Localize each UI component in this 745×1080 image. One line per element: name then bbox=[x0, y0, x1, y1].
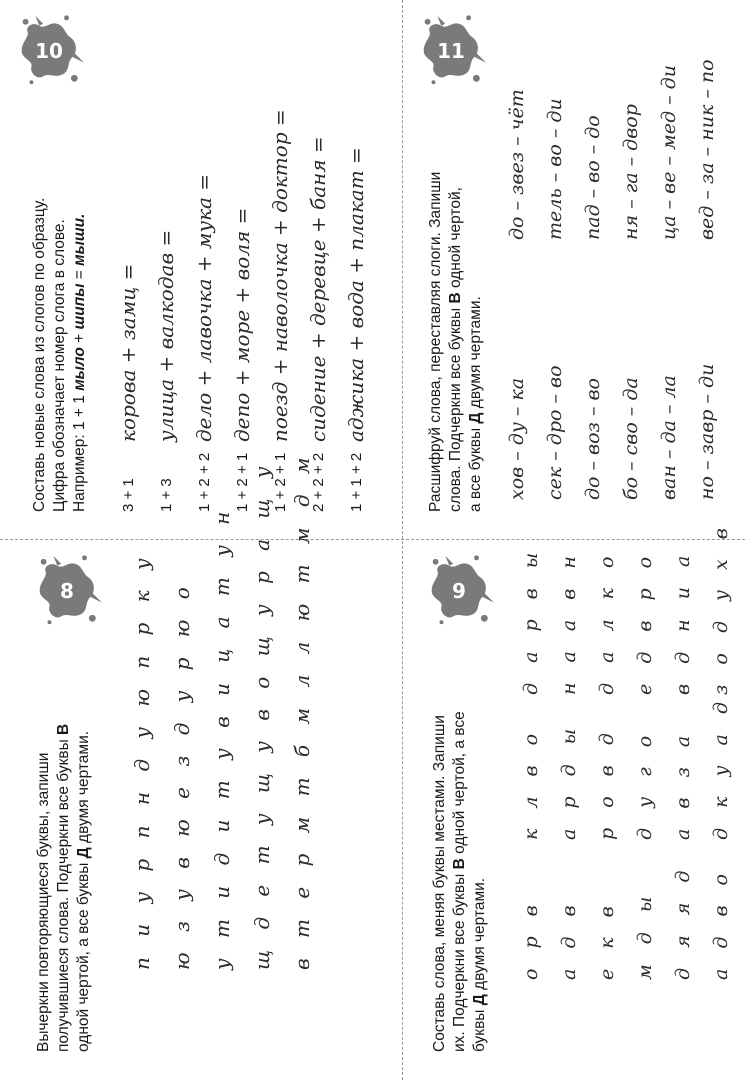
word-equation: аджика + вода + плакат = bbox=[344, 147, 368, 442]
example-word: мыло bbox=[71, 347, 88, 391]
scrambled-word: о р в bbox=[520, 898, 542, 980]
instruction-line: Расшифруй слова, переставляя слоги. Запиши bbox=[427, 171, 444, 512]
scrambled-word: н а а в н bbox=[558, 549, 580, 695]
scrambled-word: а р д ы bbox=[558, 721, 580, 840]
scrambled-word: м д ы bbox=[634, 889, 656, 980]
plus-sign: + bbox=[71, 329, 88, 348]
task-11-card bbox=[402, 0, 745, 540]
task-9-scrambled-words bbox=[402, 521, 745, 1080]
scrambled-word: д я я д bbox=[672, 863, 694, 980]
syllable-code: 3 + 1 bbox=[120, 478, 137, 512]
letter-row: п и у р п н д у ю п р к у bbox=[130, 551, 154, 970]
instruction-line: двумя чертами. bbox=[467, 296, 484, 413]
syllable-code: 1 + 1 + 2 bbox=[348, 452, 365, 512]
instruction-line: Например: 1 + 1 bbox=[71, 390, 88, 512]
syllable-puzzle: сек – дро – во bbox=[544, 365, 566, 500]
instruction-line: их. Подчеркни все буквы bbox=[451, 869, 468, 1052]
scrambled-word: в д н и а bbox=[672, 548, 694, 695]
instruction-line: буквы bbox=[471, 1005, 488, 1052]
letter-d: Д bbox=[467, 412, 484, 424]
instruction-line: одной чертой, а все буквы bbox=[75, 858, 92, 1052]
example-answer: мыши. bbox=[71, 213, 88, 266]
syllable-puzzle: пад – во – до bbox=[582, 115, 604, 240]
instruction-line: Цифра обозначает номер слога в слове. bbox=[51, 219, 68, 512]
scrambled-word: е д в р о bbox=[634, 549, 656, 695]
syllable-code: 1 + 2 + 1 bbox=[234, 452, 251, 512]
syllable-puzzle: ца – ве – мед – ди bbox=[658, 65, 680, 240]
scrambled-word: а д в bbox=[558, 898, 580, 980]
task-number: 10 bbox=[35, 39, 63, 63]
letter-d: Д bbox=[75, 847, 92, 859]
scrambled-word: а в з а bbox=[672, 728, 694, 840]
word-equation: улица + валкодав = bbox=[154, 229, 178, 442]
instruction-line: а все буквы bbox=[467, 423, 484, 512]
equals-sign: = bbox=[71, 265, 88, 284]
task-10-items bbox=[0, 0, 402, 540]
instruction-line: двумя чертами. bbox=[75, 730, 92, 848]
syllable-code: 1 + 3 bbox=[158, 478, 175, 512]
letter-row: у т и д и т у в и ц а т у н bbox=[210, 504, 234, 970]
letter-row: ю з у в ю е з д у р ю о bbox=[170, 580, 194, 970]
syllable-code: 2 + 2 + 2 bbox=[310, 452, 327, 512]
task-9-card bbox=[402, 521, 745, 1080]
task-number: 11 bbox=[437, 39, 465, 63]
scrambled-word: р о в д bbox=[596, 726, 618, 840]
word-equation: дело + лавочка + мука = bbox=[192, 173, 216, 442]
syllable-puzzle: бо – сво – да bbox=[620, 377, 642, 500]
scrambled-word: к л в о bbox=[520, 726, 542, 840]
scrambled-word: е к в bbox=[596, 899, 618, 980]
instruction-line: Составь слова, меняя буквы местами. Запиши bbox=[431, 715, 448, 1052]
task-number: 9 bbox=[452, 579, 466, 603]
letter-v: В bbox=[55, 723, 72, 735]
letter-v: В bbox=[451, 858, 468, 870]
word-equation: депо + море + воля = bbox=[230, 207, 254, 442]
word-equation: корова + замц = bbox=[116, 263, 140, 442]
example-word: шипы bbox=[71, 283, 88, 330]
scrambled-word: а д в о bbox=[710, 867, 732, 980]
syllable-code: 1 + 2 + 2 bbox=[196, 452, 213, 512]
syllable-puzzle: хов – ду – ка bbox=[506, 377, 528, 500]
instruction-line: Составь новые слова из слогов по образцу. bbox=[31, 197, 48, 512]
task-10-card bbox=[0, 0, 402, 540]
instruction-line: Вычеркни повторяющиеся буквы, запиши bbox=[35, 752, 52, 1052]
scrambled-word: з о д у х в bbox=[710, 521, 732, 695]
task-number: 8 bbox=[60, 579, 74, 603]
word-equation: сидение + деревце + баня = bbox=[306, 136, 330, 442]
scrambled-word: д а р в ы bbox=[520, 545, 542, 695]
syllable-puzzle: до – звез – чёт bbox=[506, 89, 528, 240]
syllable-puzzle: ня – га – двор bbox=[620, 104, 642, 240]
instruction-line: одной чертой, а все bbox=[451, 711, 468, 859]
task-11-syllable-puzzles bbox=[402, 0, 745, 540]
instruction-line: одной чертой, bbox=[447, 187, 464, 293]
syllable-puzzle: вед – за – ник – по bbox=[696, 59, 718, 240]
syllable-puzzle: до – воз – во bbox=[582, 378, 604, 500]
instruction-line: слова. Подчеркни все буквы bbox=[447, 303, 464, 512]
letter-d: Д bbox=[471, 994, 488, 1006]
letter-v: В bbox=[447, 292, 464, 304]
syllable-puzzle: тель – во – ди bbox=[544, 98, 566, 240]
syllable-puzzle: но – завр – ди bbox=[696, 363, 718, 500]
letter-row: щ д е т у щ у в о щ у р а щ у bbox=[250, 459, 274, 970]
syllable-puzzle: ван – да – ла bbox=[658, 375, 680, 500]
word-equation: поезд + наволочка + доктор = bbox=[268, 109, 292, 442]
instruction-line: двумя чертами. bbox=[471, 877, 488, 995]
scrambled-word: д а л к о bbox=[596, 549, 618, 695]
letter-row: в т е р м т б м л л ю т м д м bbox=[290, 450, 314, 970]
instruction-line: получившиеся слова. Подчеркни все буквы bbox=[55, 734, 72, 1052]
syllable-code: 1 + 2 + 1 bbox=[272, 452, 289, 512]
scrambled-word: д у г о bbox=[634, 728, 656, 840]
scrambled-word: д к у а д bbox=[710, 695, 732, 840]
